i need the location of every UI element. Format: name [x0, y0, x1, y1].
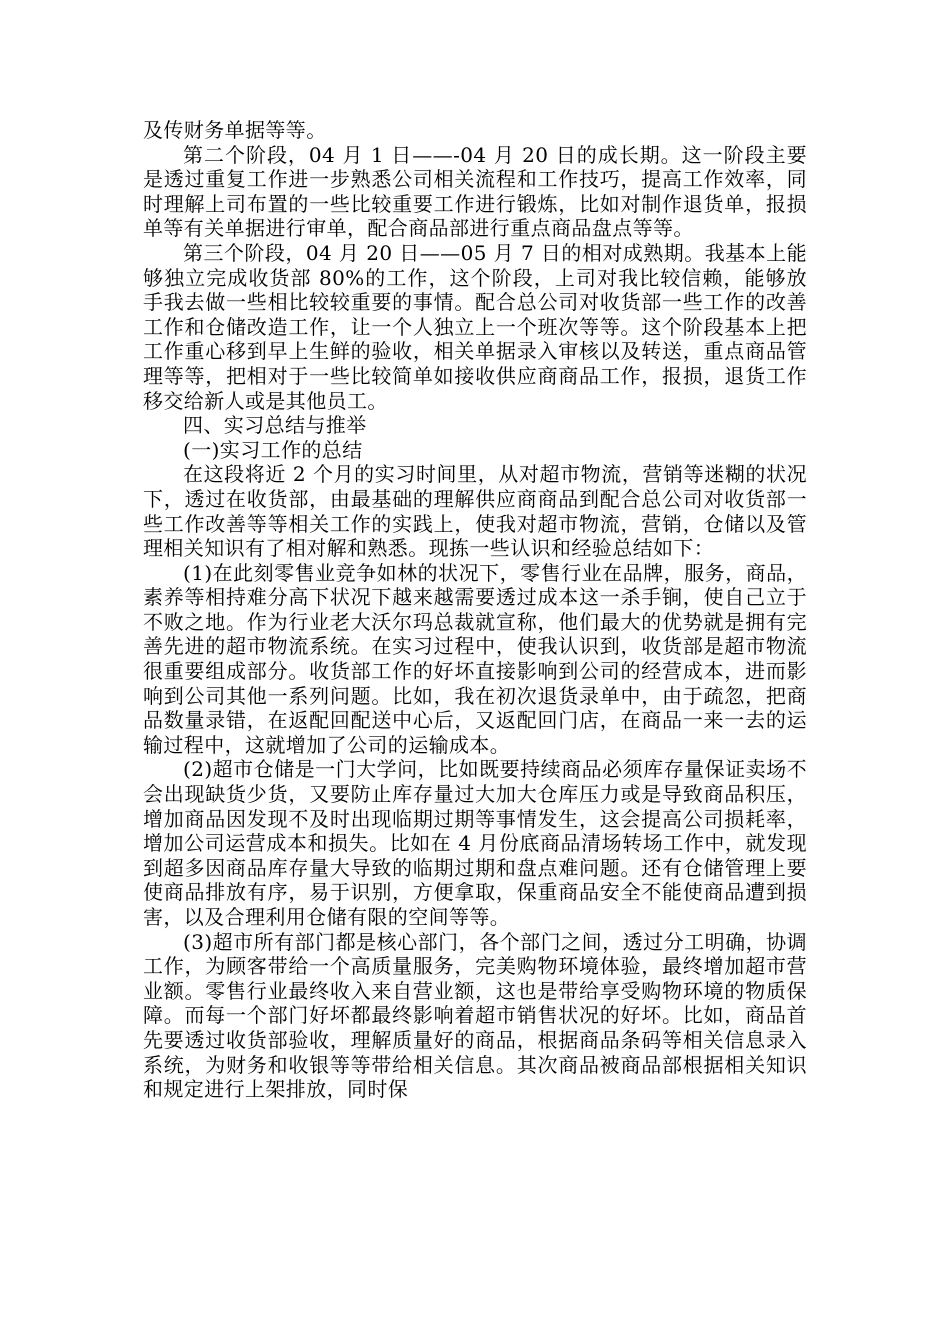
subsection-heading: (一)实习工作的总结 — [183, 437, 363, 462]
paragraph-stage-three: 第三个阶段，04 月 20 日——05 月 7 日的相对成熟期。我基本上能够独立完成收货部 80%的工作，这个阶段，上司对我比较信赖，能够放手我去做一些相比较较重要的事情。配合总公司对收货部一些工作的改善工作和仓储改造工作，让一个人独立上一个班次等等。这个阶段基本上把工作重心移到早上生鲜的验收，相关单据录入审核以及转送，重点商品管理等等，把相对于一些比较简单如接收供应商商品工作，报损，退货工作移交给新人或是其他员工。 — [143, 240, 807, 413]
paragraph-point-2: (2)超市仓储是一门大学问，比如既要持续商品必须库存量保证卖场不会出现缺货少货，又要防止库存量过大加大仓库压力或是导致商品积压，增加商品因发现不及时出现临期过期等事情发生，这会提高公司损耗率，增加公司运营成本和损失。比如在 4 月份底商品清场转场工作中，就发现到超多因商品库存量大导致的临期过期和盘点难问题。还有仓储管理上要使商品排放有序，易于识别，方便拿取，保重商品安全不能使商品遭到损害，以及合理利用仓储有限的空间等等。 — [143, 757, 807, 929]
document-body — [143, 118, 807, 1102]
paragraph-continuation: 及传财务单据等等。 — [143, 118, 327, 142]
paragraph-point-3: (3)超市所有部门都是核心部门，各个部门之间，透过分工明确，协调工作，为顾客带给一个高质量服务，完美购物环境体验，最终增加超市营业额。零售行业最终收入来自营业额，这也是带给享受购物环境的物质保障。而每一个部门好坏都最终影响着超市销售状况的好坏。比如，商品首先要透过收货部验收，理解质量好的商品，根据商品条码等相关信息录入系统，为财务和收银等等带给相关信息。其次商品被商品部根据相关知识和规定进行上架排放，同时保 — [143, 929, 807, 1102]
paragraph-stage-two: 第二个阶段，04 月 1 日——-04 月 20 日的成长期。这一阶段主要是透过重复工作进一步熟悉公司相关流程和工作技巧，提高工作效率，同时理解上司布置的一些比较重要工作进行锻炼，比如对制作退货单，报损单等有关单据进行审单，配合商品部进行重点商品盘点等等。 — [143, 142, 807, 241]
paragraph-point-1: (1)在此刻零售业竞争如林的状况下，零售行业在品牌，服务，商品，素养等相持难分高下状况下越来越需要透过成本这一杀手锏，使自己立于不败之地。作为行业老大沃尔玛总裁就宣称，他们最大的优势就是拥有完善先进的超市物流系统。在实习过程中，使我认识到，收货部是超市物流很重要组成部分。收货部工作的好坏直接影响到公司的经营成本，进而影响到公司其他一系列问题。比如，我在初次退货录单中，由于疏忽，把商品数量录错，在返配回配送中心后，又返配回门店，在商品一来一去的运输过程中，这就增加了公司的运输成本。 — [143, 560, 807, 757]
section-heading: 四、实习总结与推举 — [183, 413, 367, 438]
paragraph-summary-intro: 在这段将近 2 个月的实习时间里，从对超市物流，营销等迷糊的状况下，透过在收货部，由最基础的理解供应商商品到配合总公司对收货部一些工作改善等等相关工作的实践上，使我对超市物流，营销，仓储以及管理相关知识有了相对解和熟悉。现拣一些认识和经验总结如下： — [143, 462, 807, 561]
